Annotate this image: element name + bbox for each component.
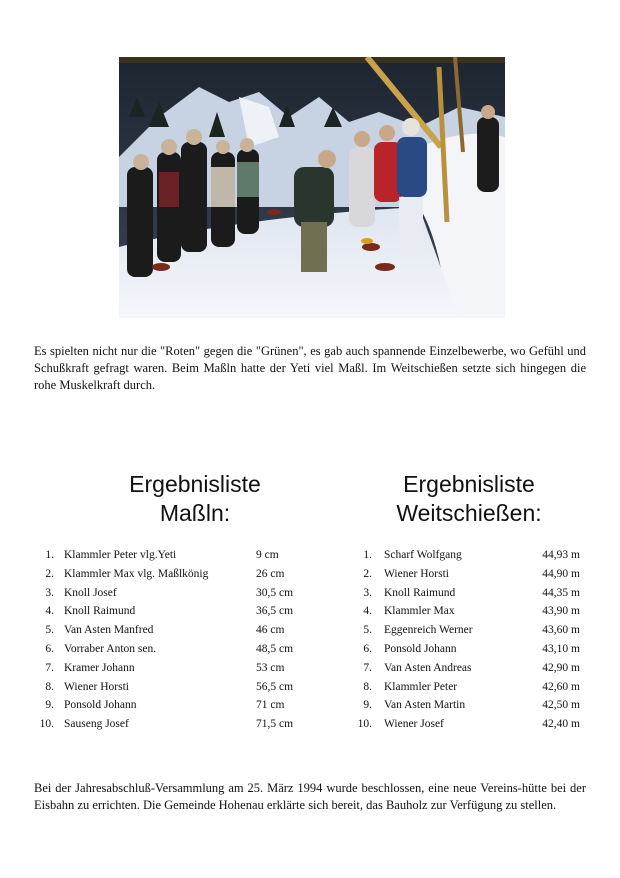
player-name: Scharf Wolfgang xyxy=(384,549,462,561)
result-value: 43,60 m xyxy=(542,624,580,637)
rank: 2. xyxy=(363,567,372,580)
rank: 5. xyxy=(45,624,54,637)
rank: 4. xyxy=(45,605,54,618)
rank: 8. xyxy=(363,680,372,693)
player-name: Knoll Josef xyxy=(64,586,117,599)
weitschiessen-results-list xyxy=(352,546,584,734)
list-item xyxy=(352,602,584,621)
result-value: 42,90 m xyxy=(542,661,580,674)
list-item xyxy=(352,621,584,640)
player-name: Wiener Horsti xyxy=(64,680,130,693)
player-name: Klammler Max vlg. Maßlkönig xyxy=(64,567,209,580)
list-item xyxy=(352,715,584,734)
weitschiessen-title-line1: Ergebnisliste xyxy=(403,471,535,497)
rank: 3. xyxy=(45,586,54,599)
rank: 6. xyxy=(363,642,372,655)
result-value: 36,5 cm xyxy=(256,605,294,618)
list-item xyxy=(352,659,584,678)
massln-title-line1: Ergebnisliste xyxy=(129,471,261,497)
rank: 3. xyxy=(363,586,372,599)
player-name: Knoll Raimund xyxy=(384,586,456,599)
rank: 8. xyxy=(45,680,54,693)
player-name: Sauseng Josef xyxy=(64,718,129,731)
curling-photo xyxy=(119,57,505,318)
result-value: 30,5 cm xyxy=(256,586,294,599)
result-value: 42,60 m xyxy=(542,680,580,693)
list-item xyxy=(34,565,300,584)
rank: 9. xyxy=(45,699,54,712)
result-value: 44,35 m xyxy=(542,586,580,599)
list-item xyxy=(352,546,584,565)
player-name: Eggenreich Werner xyxy=(384,624,473,637)
list-item xyxy=(34,584,300,603)
player-name: Kramer Johann xyxy=(64,661,135,674)
player-name: Van Asten Martin xyxy=(384,699,466,712)
result-value: 71 cm xyxy=(256,699,285,712)
result-value: 43,90 m xyxy=(542,605,580,618)
player-name: Ponsold Johann xyxy=(384,642,457,655)
massln-list-title xyxy=(90,470,300,528)
list-item xyxy=(34,546,300,565)
list-item xyxy=(352,678,584,697)
result-value: 53 cm xyxy=(256,661,285,674)
list-item xyxy=(352,565,584,584)
player-name: Klammler Peter xyxy=(384,680,458,693)
list-item xyxy=(352,696,584,715)
result-value: 42,50 m xyxy=(542,699,580,712)
player-name: Vorraber Anton sen. xyxy=(64,642,157,655)
rank: 6. xyxy=(45,642,54,655)
list-item xyxy=(34,678,300,697)
player-name: Wiener Horsti xyxy=(384,567,450,580)
list-item xyxy=(352,584,584,603)
player-name: Klammler Peter vlg.Yeti xyxy=(64,549,177,561)
curling-photo-illustration xyxy=(119,57,505,318)
result-value: 56,5 cm xyxy=(256,680,294,693)
massln-results-list xyxy=(34,546,300,734)
player-name: Knoll Raimund xyxy=(64,605,136,618)
result-value: 46 cm xyxy=(256,624,285,637)
result-value: 42,40 m xyxy=(542,718,580,731)
result-value: 71,5 cm xyxy=(256,718,294,731)
weitschiessen-title-line2: Weitschießen: xyxy=(396,500,542,526)
result-value: 44,90 m xyxy=(542,567,580,580)
closing-paragraph: Bei der Jahresabschluß-Versammlung am 25. März 1994 wurde beschlossen, eine neue Vereins-hütte bei der Eisbahn zu errichten. Die Gemeinde Hohenau erklärte sich bereit, das Bauholz zur Verfügung zu stellen. xyxy=(34,781,586,812)
list-item xyxy=(34,621,300,640)
rank: 10. xyxy=(357,718,372,731)
rank: 1. xyxy=(363,549,372,561)
rank: 5. xyxy=(363,624,372,637)
player-name: Wiener Josef xyxy=(384,718,444,731)
rank: 9. xyxy=(363,699,372,712)
rank: 4. xyxy=(363,605,372,618)
rank: 10. xyxy=(39,718,54,731)
result-value: 48,5 cm xyxy=(256,642,294,655)
rank: 1. xyxy=(45,549,54,561)
player-name: Van Asten Andreas xyxy=(384,661,472,674)
rank: 7. xyxy=(45,661,54,674)
player-name: Ponsold Johann xyxy=(64,699,137,712)
rank: 7. xyxy=(363,661,372,674)
intro-paragraph: Es spielten nicht nur die "Roten" gegen die "Grünen", es gab auch spannende Einzelbewerbe, wo Gefühl und Schußkraft gefragt waren. Beim Maßln hatte der Yeti viel Maßl. Im Weitschießen setzte sich hingegen die rohe Muskelkraft durch. xyxy=(34,344,586,392)
rank: 2. xyxy=(45,567,54,580)
weitschiessen-list-title xyxy=(364,470,574,528)
massln-title-line2: Maßln: xyxy=(159,500,231,526)
list-item xyxy=(34,640,300,659)
result-value: 26 cm xyxy=(256,567,285,580)
list-item xyxy=(34,659,300,678)
player-name: Klammler Max xyxy=(384,605,455,618)
result-value: 43,10 m xyxy=(542,642,580,655)
list-item xyxy=(34,602,300,621)
result-value: 9 cm xyxy=(256,549,279,561)
result-value: 44,93 m xyxy=(542,549,580,561)
list-item xyxy=(352,640,584,659)
list-item xyxy=(34,715,300,734)
player-name: Van Asten Manfred xyxy=(64,624,154,637)
list-item xyxy=(34,696,300,715)
